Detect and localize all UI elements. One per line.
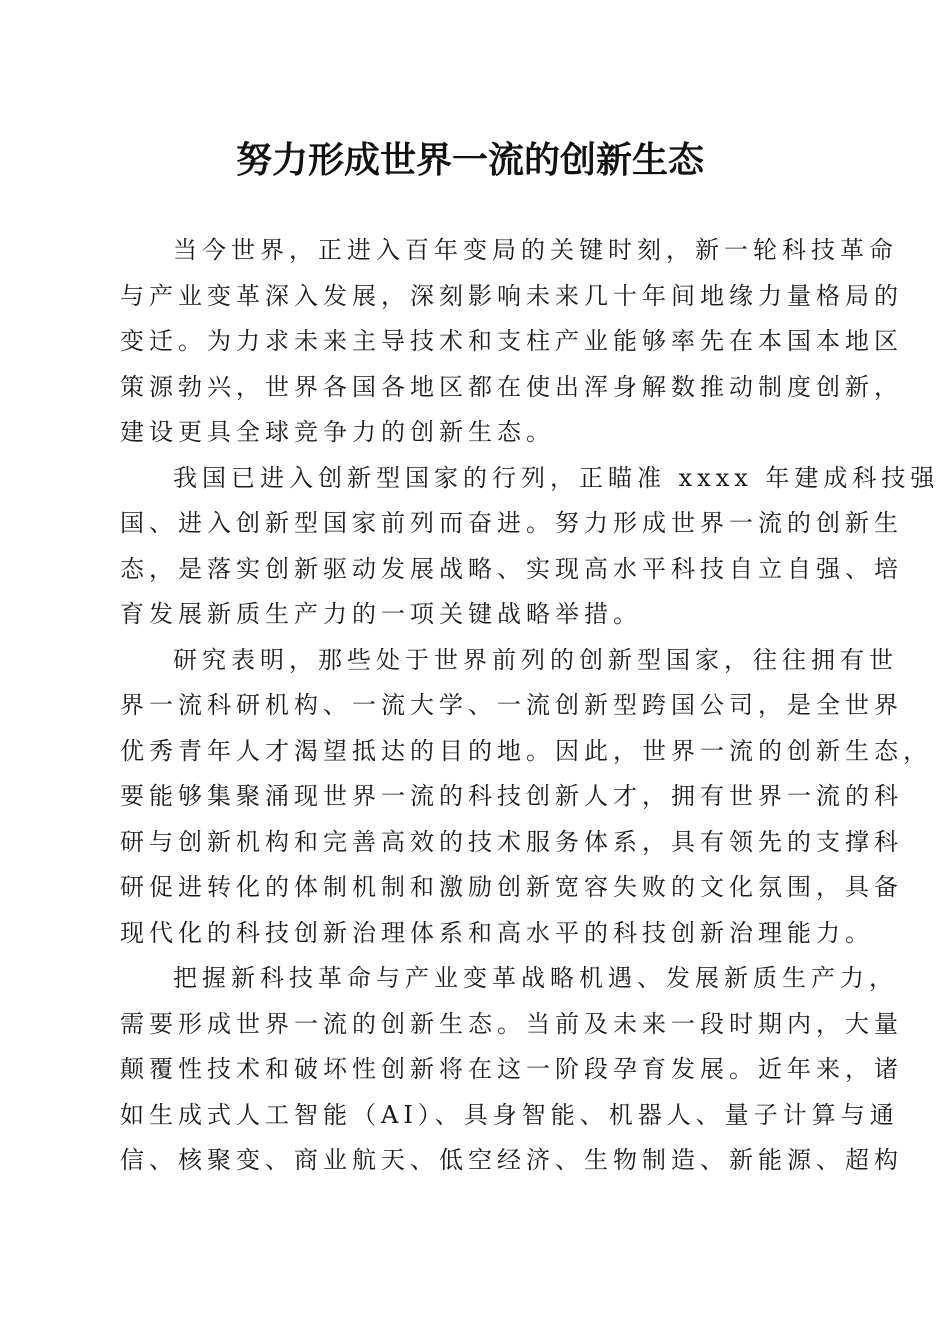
text-line: 策源勃兴，世界各国各地区都在使出浑身解数推动制度创新， [120, 372, 903, 401]
paragraph-4 [120, 956, 903, 1184]
document-title: 努力形成世界一流的创新生态 [235, 139, 704, 181]
document-body [120, 228, 940, 1184]
text-line: 态，是落实创新驱动发展战略、实现高水平科技自立自强、培 [120, 554, 903, 583]
text-line: 要能够集聚涌现世界一流的科技创新人才，拥有世界一流的科 [120, 782, 903, 810]
text-line: 当今世界，正进入百年变局的关键时刻，新一轮科技革命 [173, 236, 898, 264]
text-line: 我国已进入创新型国家的行列，正瞄准 xxxx 年建成科技强 [173, 463, 940, 492]
text-line: 育发展新质生产力的一项关键战略举措。 [120, 600, 642, 628]
text-line: 优秀青年人才渴望抵达的目的地。因此，世界一流的创新生态， [120, 736, 932, 765]
text-line: 信、核聚变、商业航天、低空经济、生物制造、新能源、超构 [120, 1146, 903, 1174]
text-line: 颠覆性技术和破坏性创新将在这一阶段孕育发展。近年来，诸 [120, 1055, 903, 1083]
text-line: 现代化的科技创新治理体系和高水平的科技创新治理能力。 [120, 918, 874, 947]
text-line: 变迁。为力求未来主导技术和支柱产业能够率先在本国本地区 [120, 327, 903, 355]
text-line: 研促进转化的体制机制和激励创新宽容失败的文化氛围，具备 [120, 873, 903, 901]
text-line: 研究表明，那些处于世界前列的创新型国家，往往拥有世 [173, 645, 898, 674]
text-line: 国、进入创新型国家前列而奋进。努力形成世界一流的创新生 [120, 509, 903, 537]
text-line: 需要形成世界一流的创新生态。当前及未来一段时期内，大量 [120, 1009, 903, 1038]
paragraph-3 [120, 638, 932, 957]
text-line: 与产业变革深入发展，深刻影响未来几十年间地缘力量格局的 [120, 281, 903, 310]
paragraph-1 [120, 228, 903, 456]
text-line: 建设更具全球竞争力的创新生态。 [120, 418, 555, 446]
text-line: 界一流科研机构、一流大学、一流创新型跨国公司，是全世界 [120, 691, 903, 719]
paragraph-2 [120, 456, 940, 638]
text-line: 研与创新机构和完善高效的技术服务体系，具有领先的支撑科 [120, 827, 903, 856]
text-line: 把握新科技革命与产业变革战略机遇、发展新质生产力， [173, 964, 898, 992]
text-line: 如生成式人工智能（AI）、具身智能、机器人、量子计算与通 [120, 1100, 899, 1129]
